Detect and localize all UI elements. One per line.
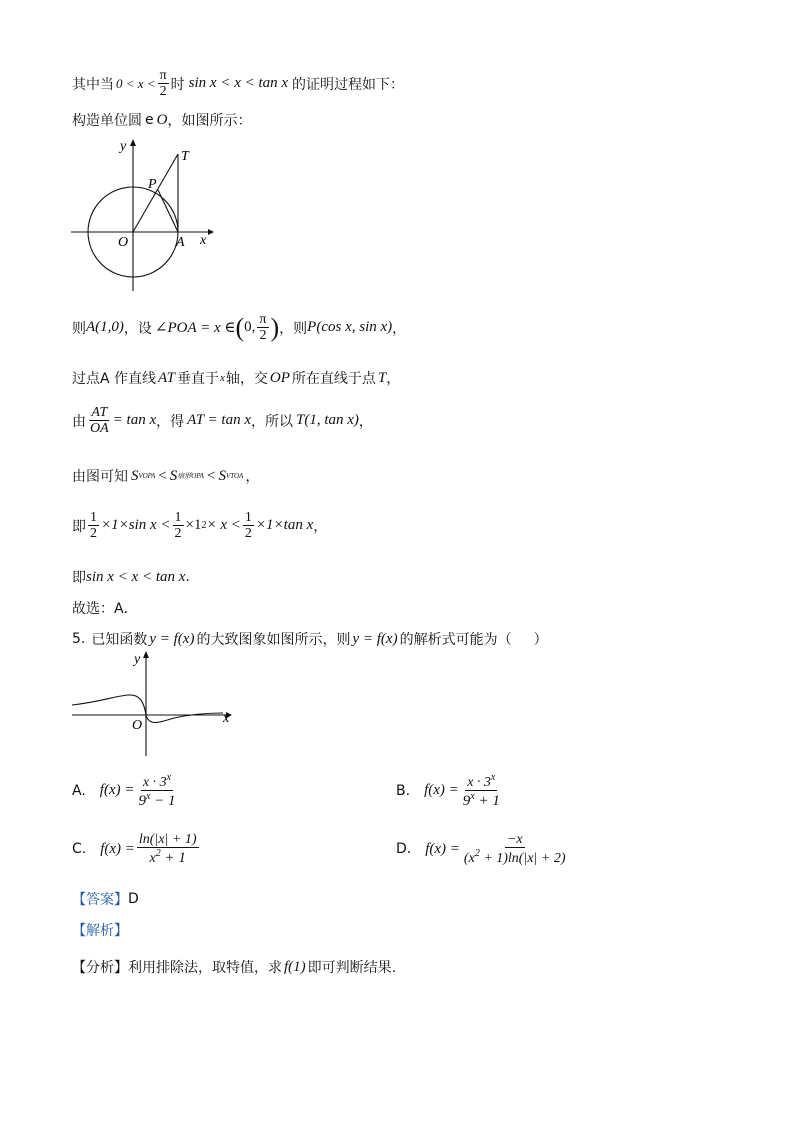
intro-pi: π (159, 68, 167, 83)
intro-pi-over-2 (158, 68, 169, 100)
fig1-label-y: y (120, 139, 127, 154)
step1-pi-over-2 (257, 312, 268, 344)
step3-text-c: ，所以 (251, 413, 293, 430)
option-B-den: 9 (462, 793, 471, 810)
step3-T: T(1, tan x) (296, 412, 359, 429)
step4-lt1: < (158, 467, 167, 484)
option-A-den-sup: x (145, 791, 151, 803)
function-curve (72, 695, 223, 723)
option-B-num-sup: x (490, 772, 496, 783)
step4-text-d: ， (245, 469, 260, 485)
choose-text: 故选：A． (72, 601, 138, 617)
step3-text-a: 由 (72, 413, 86, 430)
option-D-den: (x (463, 851, 475, 867)
step5-half-3 (243, 510, 254, 542)
option-A-num: x · 3 (142, 775, 167, 790)
step1-text-d: ， (392, 320, 407, 337)
q5-text-b: 的大致图象如图所示，则 (196, 632, 351, 648)
step5-half-2 (173, 510, 184, 542)
step5-term3: × x < (206, 517, 241, 534)
step2-OP: OP (269, 369, 290, 386)
fig1-x-arrow (208, 229, 214, 235)
step1-line (72, 312, 406, 344)
answer-tag: 【答案】 (72, 892, 128, 908)
construct-suffix: ，如图所示： (167, 113, 252, 129)
answer-value: D (128, 891, 139, 907)
option-D-label: D. (396, 841, 412, 858)
step1-two: 2 (259, 328, 267, 344)
step2-text-e: ， (386, 371, 401, 387)
step6-line (72, 567, 190, 587)
q5-text-a: 已知函数 (91, 632, 148, 648)
fig1-label-x: x (200, 233, 207, 248)
step3-eq: = tan x (112, 412, 157, 429)
option-D-fx: f(x) = (425, 840, 460, 857)
step6-text-d: . (185, 569, 190, 585)
option-A-den: 9 (138, 793, 146, 810)
step5-term4: ×1×tan x (255, 517, 314, 534)
step3-text-d: ， (358, 413, 373, 430)
step5-one-2: 1 (174, 510, 182, 525)
intro-line (72, 68, 404, 100)
unit-circle-figure (66, 136, 216, 296)
step5-term1: ×1×sin x < (101, 517, 171, 534)
step4-S2: S (169, 467, 178, 484)
option-C-fraction (137, 832, 199, 867)
step4-lt2: < (206, 467, 216, 484)
line-OT (133, 154, 178, 232)
option-C-label: C. (72, 841, 87, 858)
point-P: P(cos x, sin x) (307, 319, 393, 336)
step3-den: OA (90, 421, 109, 437)
intro-condition: 0 < x < (116, 75, 156, 91)
step5-term2: ×1 (185, 517, 202, 534)
step4-text-a: 由图可知 (72, 469, 128, 485)
analysis-line (72, 920, 128, 940)
step5-one-3: 1 (244, 510, 252, 525)
choose-line (72, 598, 138, 618)
option-B-den-sup: x (470, 791, 475, 803)
fig2-label-O: O (132, 718, 143, 733)
step5-half-1 (88, 510, 99, 542)
option-B-fx: f(x) = (424, 782, 459, 799)
fenxi-tag: 【分析】 (72, 960, 128, 976)
step5-text-d: ， (313, 518, 328, 535)
construct-O: O (156, 111, 168, 128)
fig1-label-P: P (148, 177, 157, 192)
step5-two-2: 2 (174, 526, 182, 542)
fig1-y-arrow (130, 139, 136, 146)
step6-inequality: sin x < x < tan x (86, 568, 186, 585)
option-C-den-sup: 2 (155, 848, 161, 860)
step3-ratio (88, 405, 111, 437)
angle-POA: ∠POA = x ∈ (154, 320, 236, 337)
function-graph-figure (70, 648, 240, 760)
step4-S3: S (218, 467, 226, 484)
intro-inequality: sin x < x < tan x (188, 75, 289, 92)
intro-two: 2 (159, 84, 167, 100)
construct-text: 构造单位圆 (72, 113, 142, 129)
option-A-den-tail: − 1 (150, 793, 176, 810)
question-number: 5. (72, 631, 86, 647)
fig1-label-T: T (181, 149, 189, 164)
point-A: A(1,0) (86, 319, 124, 336)
fig1-label-A: A (176, 235, 185, 250)
fenxi-line (72, 957, 396, 977)
fenxi-text-b: 即可判断结果. (307, 960, 397, 976)
step1-text-a: 则 (72, 320, 86, 337)
option-D-fraction (462, 832, 568, 867)
option-C-den-tail: + 1 (160, 850, 186, 867)
step1-rparen: ) (270, 312, 280, 342)
step2-text-d: 所在直线于点 (291, 371, 376, 387)
option-B-fraction (461, 772, 502, 810)
step5-square: 2 (201, 520, 207, 532)
step3-line (72, 405, 373, 437)
option-A-fx: f(x) = (99, 782, 135, 799)
fig1-label-O: O (118, 235, 129, 250)
q5-paren-close: ） (533, 632, 548, 648)
step4-line (72, 466, 259, 486)
fig2-label-y: y (134, 652, 141, 667)
step2-AT: AT (158, 369, 175, 386)
q5-fx-2: y = f(x) (352, 630, 398, 647)
step4-sub3: VTOA (225, 472, 244, 480)
step4-sub1: VOPA (138, 472, 156, 480)
option-D-den-tail: + 1)ln(|x| + 2) (479, 851, 566, 867)
chord-PA (158, 190, 178, 232)
step1-text-c: ，则 (279, 320, 308, 337)
step2-line (72, 368, 400, 388)
intro-suffix: 的证明过程如下： (292, 76, 405, 93)
step5-text-a: 即 (72, 518, 86, 535)
option-D-num: −x (506, 832, 523, 847)
option-C-num: ln(|x| + 1) (138, 832, 197, 847)
option-C[interactable] (72, 832, 201, 867)
step2-T: T (377, 369, 387, 386)
fig2-label-x: x (223, 711, 230, 726)
step1-text-b: ，设 (123, 320, 152, 337)
step5-two-1: 2 (90, 526, 97, 542)
option-B-label: B. (396, 782, 411, 799)
option-D[interactable] (396, 832, 570, 867)
fig2-y-arrow (143, 651, 149, 658)
analysis-tag: 【解析】 (72, 923, 128, 939)
step5-two-3: 2 (244, 526, 252, 542)
intro-prefix: 其中当 (72, 76, 114, 93)
option-B-den-tail: + 1 (474, 793, 500, 810)
step3-num: AT (91, 405, 108, 420)
q5-fx-1: y = f(x) (149, 630, 195, 647)
intro-mid: 时 (170, 76, 185, 93)
circle-symbol: e (145, 112, 154, 128)
option-D-den-sup: 2 (474, 848, 480, 860)
step1-zero: 0, (244, 319, 256, 336)
option-A[interactable] (72, 772, 180, 810)
fenxi-text-a: 利用排除法，取特值，求 (128, 960, 282, 976)
step5-line (72, 510, 327, 542)
step3-AT: AT = tan x (187, 412, 251, 429)
option-A-label: A. (72, 782, 86, 799)
option-B-num: x · 3 (467, 775, 491, 790)
option-C-fx: f(x) = (100, 840, 135, 857)
step2-text-b: 垂直于 (176, 371, 219, 387)
step2-text-c: 轴，交 (225, 371, 268, 387)
step1-pi: π (259, 312, 267, 327)
construct-line (72, 110, 251, 130)
fenxi-f1: f(1) (284, 958, 306, 975)
step4-S1: S (131, 467, 139, 484)
step4-sub2: 扇形OPA (177, 472, 204, 480)
option-B[interactable] (396, 772, 504, 810)
option-A-fraction (136, 772, 177, 810)
option-C-den: x (149, 851, 156, 867)
step6-text-a: 即 (72, 570, 86, 586)
step3-text-b: ，得 (156, 413, 185, 430)
q5-text-c: 的解析式可能为（ (399, 632, 512, 648)
step1-lparen: ( (235, 312, 245, 342)
step2-text-a: 过点A 作直线 (72, 371, 157, 387)
option-A-num-sup: x (166, 772, 172, 783)
answer-line (72, 889, 139, 909)
step5-one-1: 1 (90, 510, 97, 525)
question-5 (72, 629, 548, 649)
step2-x: x (219, 372, 225, 384)
